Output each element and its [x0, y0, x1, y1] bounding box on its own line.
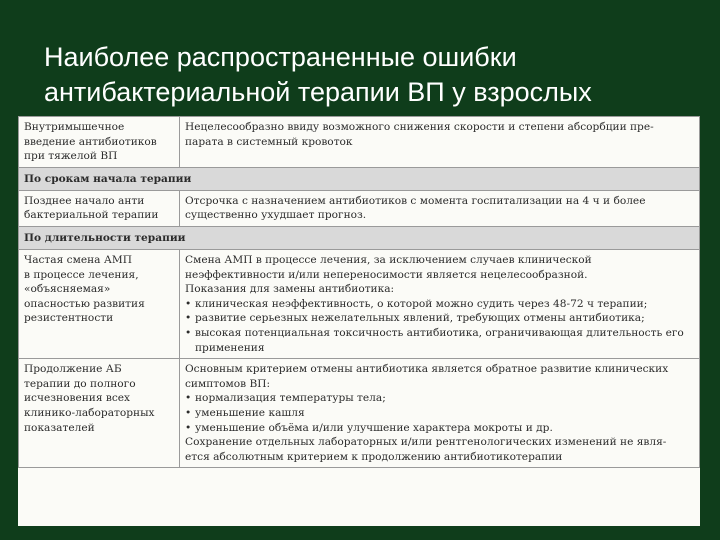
- row-description: Нецелесообразно ввиду возможного снижения скорости и степени абсорбции пре- парата в системный кровоток: [180, 117, 700, 168]
- section-header-timing: По срокам начала терапии: [19, 167, 700, 190]
- errors-table: [18, 116, 700, 526]
- table-row: [19, 190, 700, 226]
- list-item: • клиническая неэффективность, о которой можно судить через 48-72 ч терапии;: [185, 297, 694, 312]
- list-item: • развитие серьезных нежелательных явлений, требующих отмены антибиотика;: [185, 311, 694, 326]
- title-line-1: Наиболее распространенные ошибки: [44, 42, 517, 72]
- list-item: • высокая потенциальная токсичность антибиотика, ограничивающая длительность его применения: [185, 326, 694, 355]
- list-item: • нормализация температуры тела;: [185, 391, 694, 406]
- row-label-frequent-change: Частая смена АМП в процессе лечения, «объясняемая» опасностью развития резистентности: [19, 249, 180, 358]
- list-item: • уменьшение кашля: [185, 406, 694, 421]
- row-description: Смена АМП в процессе лечения, за исключением случаев клинической неэффективности и/или непереносимости является нецелесообразной. Показания для замены антибиотика: • клиническая неэффективность, о которой можно судить через 48-72 ч терапии; • развитие серьезных нежелательных явлений, требующих отмены антибиотика; • высокая потенциальная токсичность антибиотика, ограничивающая длительность его применения: [180, 249, 700, 358]
- row-description: Основным критерием отмены антибиотика является обратное развитие клинических симптомов ВП: • нормализация температуры тела; • уменьшение кашля • уменьшение объёма и/или улучшение характера мокроты и др. Сохранение отдельных лабораторных и/или рентгенологических изменений не явля- ется абсолютным критерием к продолжению антибиотикотерапии: [180, 359, 700, 468]
- row-label-prolonged-therapy: Продолжение АБ терапии до полного исчезновения всех клинико-лабораторных показателей: [19, 359, 180, 468]
- table-row: [19, 359, 700, 468]
- table-row: [19, 117, 700, 168]
- row-description: Отсрочка с назначением антибиотиков с момента госпитализации на 4 ч и более существенно ухудшает прогноз.: [180, 190, 700, 226]
- list-item: • уменьшение объёма и/или улучшение характера мокроты и др.: [185, 421, 694, 436]
- row-label-late-start: Позднее начало анти бактериальной терапии: [19, 190, 180, 226]
- section-header-duration: По длительности терапии: [19, 226, 700, 249]
- title-line-2: антибактериальной терапии ВП у взрослых: [44, 77, 592, 107]
- table-row: [19, 249, 700, 358]
- row-label-im-injection: Внутримышечное введение антибиотиков при тяжелой ВП: [19, 117, 180, 168]
- slide-title: [44, 40, 684, 110]
